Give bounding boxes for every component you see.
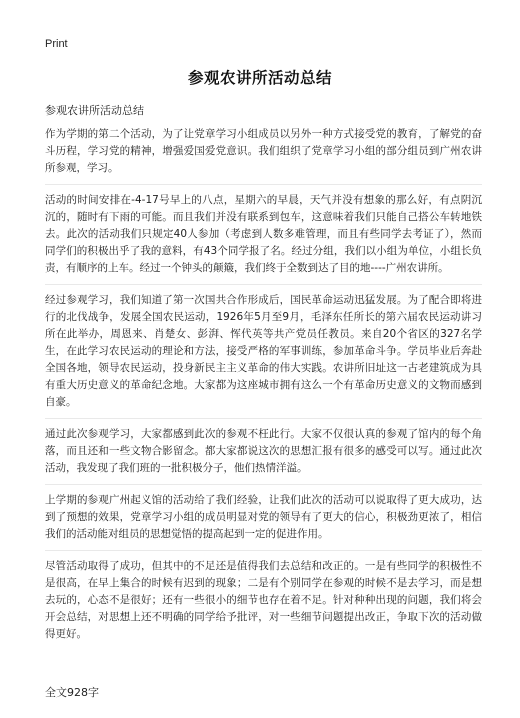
word-count: 全文928字 [45, 686, 99, 699]
article-body [45, 126, 482, 658]
paragraph-divider [45, 418, 482, 419]
paragraph-divider [45, 550, 482, 551]
paragraph-divider [45, 484, 482, 485]
paragraph-6: 尽管活动取得了成功，但其中的不足还是值得我们去总结和改正的。一是有些同学的积极性不是很高，在早上集合的时候有迟到的现象；二是有个别同学在参观的时候不是去学习，而是想去玩的，心态不是很好；还有一些很小的细节也存在着不足。针对种种出现的问题，我们将会开会总结，对思想上还不明确的同学给予批评，对一些细节问题提出改正，争取下次的活动做得更好。 [45, 560, 482, 640]
page-title: 参观农讲所活动总结 [187, 69, 332, 87]
paragraph-divider [45, 284, 482, 285]
paragraph-2: 活动的时间安排在-4-17号早上的八点，星期六的早晨，天气并没有想象的那么好，有点阴沉沉的，随时有下雨的可能。而且我们并没有联系到包车，这意味着我们只能自己搭公车转地铁去。此次的活动我们只规定40人参加（考虑到人数多难管理，而且有些同学去考证了），然而同学们的积极出乎了我的意料，有43个同学报了名。经过分组，我们以小组为单位，小组长负责，有顺序的上车。经过一个钟头的颠簸，我们终于全数到达了目的地----广州农讲所。 [45, 194, 482, 274]
paragraph-4: 通过此次参观学习，大家都感到此次的参观不枉此行。大家不仅很认真的参观了馆内的每个角落，而且还和一些文物合影留念。都大家都说这次的思想汇报有很多的感受可以写。通过此次活动，我发现了我们班的一批积极分子，他们热情洋溢。 [45, 428, 482, 474]
print-link[interactable]: Print [45, 38, 68, 50]
paragraph-1: 作为学期的第二个活动，为了让党章学习小组成员以另外一种方式接受党的教育，了解党的奋斗历程，学习党的精神，增强爱国爱党意识。我们组织了党章学习小组的部分组员到广州农讲所参观，学习。 [45, 128, 482, 174]
page-subtitle: 参观农讲所活动总结 [45, 104, 144, 117]
paragraph-3: 经过参观学习，我们知道了第一次国共合作形成后，国民革命运动迅猛发展。为了配合即将进行的北伐战争，发展全国农民运动，1926年5月至9月，毛泽东任所长的第六届农民运动讲习所在此举办，周恩来、肖楚女、彭湃、恽代英等共产党员任教员。来自20个省区的327名学生，在此学习农民运动的理论和方法，接受严格的军事训练，参加革命斗争。学员毕业后奔赴全国各地，领导农民运动，投身新民主主义革命的伟大实践。农讲所旧址这一古老建筑成为具有重大历史意义的革命纪念地。大家都为这座城市拥有这么一个有革命历史意义的文物而感到自豪。 [45, 294, 482, 408]
paragraph-divider [45, 184, 482, 185]
paragraph-5: 上学期的参观广州起义馆的活动给了我们经验，让我们此次的活动可以说取得了更大成功，达到了预想的效果，党章学习小组的成员明显对党的领导有了更大的信心，积极劲更浓了，相信我们的活动能对组员的思想觉悟的提高起到一定的促进作用。 [45, 494, 482, 540]
